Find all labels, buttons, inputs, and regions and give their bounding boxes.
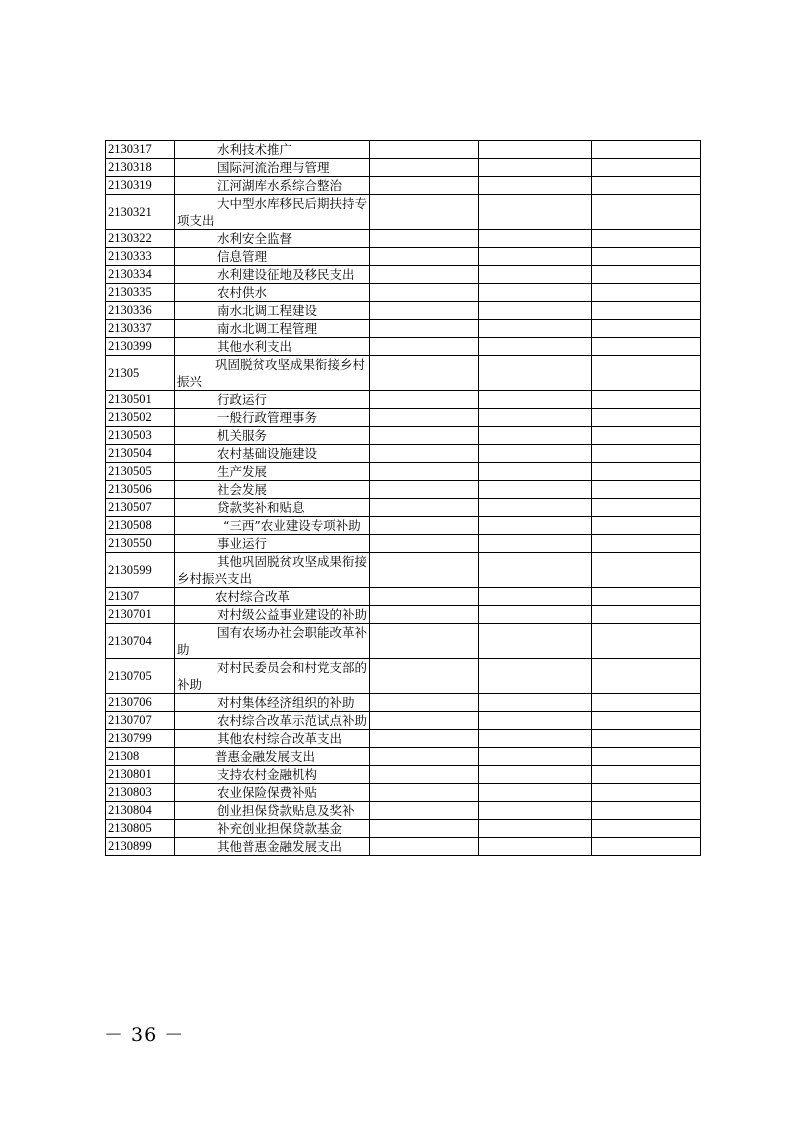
empty-amount-cell-1 <box>370 445 479 463</box>
empty-amount-cell-1 <box>370 838 479 856</box>
subject-code-cell: 2130322 <box>106 230 175 248</box>
empty-amount-cell-2 <box>479 624 592 659</box>
empty-amount-cell-3 <box>592 659 701 694</box>
empty-amount-cell-2 <box>479 445 592 463</box>
empty-amount-cell-1 <box>370 427 479 445</box>
empty-amount-cell-1 <box>370 391 479 409</box>
empty-amount-cell-3 <box>592 284 701 302</box>
subject-name-cell: 巩固脱贫攻坚成果衔接乡村振兴 <box>175 356 370 391</box>
subject-name-cell: 对村民委员会和村党支部的补助 <box>175 659 370 694</box>
subject-name-cell: 事业运行 <box>175 535 370 553</box>
empty-amount-cell-3 <box>592 302 701 320</box>
table-row <box>106 820 701 838</box>
empty-amount-cell-2 <box>479 748 592 766</box>
table-row <box>106 159 701 177</box>
subject-name-cell: 农村基础设施建设 <box>175 445 370 463</box>
empty-amount-cell-1 <box>370 284 479 302</box>
table-row <box>106 481 701 499</box>
empty-amount-cell-1 <box>370 553 479 588</box>
empty-amount-cell-1 <box>370 624 479 659</box>
empty-amount-cell-2 <box>479 517 592 535</box>
empty-amount-cell-2 <box>479 730 592 748</box>
empty-amount-cell-3 <box>592 391 701 409</box>
empty-amount-cell-3 <box>592 784 701 802</box>
subject-code-cell: 2130336 <box>106 302 175 320</box>
empty-amount-cell-3 <box>592 356 701 391</box>
table-row <box>106 195 701 230</box>
table-row <box>106 730 701 748</box>
empty-amount-cell-3 <box>592 766 701 784</box>
subject-code-cell: 2130501 <box>106 391 175 409</box>
empty-amount-cell-1 <box>370 748 479 766</box>
empty-amount-cell-3 <box>592 712 701 730</box>
empty-amount-cell-3 <box>592 553 701 588</box>
empty-amount-cell-3 <box>592 499 701 517</box>
empty-amount-cell-3 <box>592 409 701 427</box>
empty-amount-cell-1 <box>370 230 479 248</box>
table-row <box>106 784 701 802</box>
empty-amount-cell-3 <box>592 588 701 606</box>
subject-code-cell: 2130335 <box>106 284 175 302</box>
table-row <box>106 141 701 159</box>
subject-name-cell: 江河湖库水系综合整治 <box>175 177 370 195</box>
empty-amount-cell-3 <box>592 141 701 159</box>
subject-name-cell: 南水北调工程管理 <box>175 320 370 338</box>
subject-name-cell: 机关服务 <box>175 427 370 445</box>
table-row <box>106 606 701 624</box>
empty-amount-cell-1 <box>370 159 479 177</box>
table-row <box>106 338 701 356</box>
empty-amount-cell-2 <box>479 481 592 499</box>
empty-amount-cell-2 <box>479 659 592 694</box>
subject-name-cell: 支持农村金融机构 <box>175 766 370 784</box>
empty-amount-cell-1 <box>370 409 479 427</box>
empty-amount-cell-1 <box>370 517 479 535</box>
subject-name-cell: 生产发展 <box>175 463 370 481</box>
empty-amount-cell-3 <box>592 320 701 338</box>
table-row <box>106 391 701 409</box>
subject-code-cell: 2130508 <box>106 517 175 535</box>
table-row <box>106 694 701 712</box>
table-row <box>106 248 701 266</box>
empty-amount-cell-2 <box>479 284 592 302</box>
empty-amount-cell-1 <box>370 694 479 712</box>
empty-amount-cell-2 <box>479 802 592 820</box>
empty-amount-cell-1 <box>370 820 479 838</box>
empty-amount-cell-2 <box>479 784 592 802</box>
table-row <box>106 356 701 391</box>
subject-name-cell: 其他水利支出 <box>175 338 370 356</box>
subject-code-cell: 2130805 <box>106 820 175 838</box>
table-row <box>106 535 701 553</box>
table-row <box>106 302 701 320</box>
empty-amount-cell-3 <box>592 730 701 748</box>
empty-amount-cell-2 <box>479 712 592 730</box>
empty-amount-cell-2 <box>479 141 592 159</box>
subject-code-cell: 2130337 <box>106 320 175 338</box>
subject-code-cell: 2130801 <box>106 766 175 784</box>
subject-name-cell: 农村供水 <box>175 284 370 302</box>
empty-amount-cell-2 <box>479 409 592 427</box>
subject-code-cell: 2130705 <box>106 659 175 694</box>
subject-code-cell: 21305 <box>106 356 175 391</box>
table-row <box>106 838 701 856</box>
empty-amount-cell-2 <box>479 391 592 409</box>
subject-code-cell: 2130319 <box>106 177 175 195</box>
subject-name-cell: 其他农村综合改革支出 <box>175 730 370 748</box>
table-body <box>106 141 701 856</box>
empty-amount-cell-3 <box>592 177 701 195</box>
empty-amount-cell-2 <box>479 159 592 177</box>
subject-code-cell: 2130317 <box>106 141 175 159</box>
subject-name-cell: 普惠金融发展支出 <box>175 748 370 766</box>
empty-amount-cell-3 <box>592 820 701 838</box>
budget-subject-table <box>105 140 701 856</box>
empty-amount-cell-1 <box>370 659 479 694</box>
table-row <box>106 802 701 820</box>
table-row <box>106 409 701 427</box>
subject-code-cell: 2130704 <box>106 624 175 659</box>
subject-code-cell: 2130706 <box>106 694 175 712</box>
empty-amount-cell-3 <box>592 481 701 499</box>
empty-amount-cell-2 <box>479 606 592 624</box>
empty-amount-cell-2 <box>479 230 592 248</box>
empty-amount-cell-2 <box>479 338 592 356</box>
subject-code-cell: 2130507 <box>106 499 175 517</box>
empty-amount-cell-3 <box>592 266 701 284</box>
subject-code-cell: 21308 <box>106 748 175 766</box>
subject-code-cell: 2130399 <box>106 338 175 356</box>
empty-amount-cell-2 <box>479 820 592 838</box>
empty-amount-cell-1 <box>370 535 479 553</box>
empty-amount-cell-1 <box>370 588 479 606</box>
empty-amount-cell-1 <box>370 195 479 230</box>
subject-name-cell: 信息管理 <box>175 248 370 266</box>
empty-amount-cell-1 <box>370 177 479 195</box>
subject-name-cell: 其他普惠金融发展支出 <box>175 838 370 856</box>
empty-amount-cell-2 <box>479 266 592 284</box>
subject-code-cell: 2130799 <box>106 730 175 748</box>
empty-amount-cell-2 <box>479 499 592 517</box>
empty-amount-cell-2 <box>479 766 592 784</box>
subject-name-cell: 其他巩固脱贫攻坚成果衔接乡村振兴支出 <box>175 553 370 588</box>
subject-code-cell: 2130804 <box>106 802 175 820</box>
table-row <box>106 320 701 338</box>
empty-amount-cell-1 <box>370 141 479 159</box>
empty-amount-cell-2 <box>479 838 592 856</box>
empty-amount-cell-1 <box>370 784 479 802</box>
table-row <box>106 463 701 481</box>
empty-amount-cell-1 <box>370 266 479 284</box>
subject-code-cell: 2130599 <box>106 553 175 588</box>
table-row <box>106 712 701 730</box>
empty-amount-cell-2 <box>479 535 592 553</box>
empty-amount-cell-2 <box>479 553 592 588</box>
empty-amount-cell-2 <box>479 195 592 230</box>
empty-amount-cell-3 <box>592 838 701 856</box>
empty-amount-cell-3 <box>592 230 701 248</box>
empty-amount-cell-3 <box>592 694 701 712</box>
empty-amount-cell-3 <box>592 517 701 535</box>
subject-code-cell: 2130503 <box>106 427 175 445</box>
table-row <box>106 177 701 195</box>
empty-amount-cell-1 <box>370 356 479 391</box>
empty-amount-cell-3 <box>592 338 701 356</box>
empty-amount-cell-1 <box>370 712 479 730</box>
page-number: － 36 － <box>104 1024 185 1046</box>
subject-name-cell: 对村级公益事业建设的补助 <box>175 606 370 624</box>
subject-code-cell: 2130333 <box>106 248 175 266</box>
table-row <box>106 284 701 302</box>
table-row <box>106 266 701 284</box>
subject-code-cell: 2130550 <box>106 535 175 553</box>
empty-amount-cell-3 <box>592 606 701 624</box>
empty-amount-cell-2 <box>479 463 592 481</box>
table-row <box>106 517 701 535</box>
empty-amount-cell-3 <box>592 195 701 230</box>
subject-code-cell: 2130506 <box>106 481 175 499</box>
empty-amount-cell-3 <box>592 748 701 766</box>
table-row <box>106 659 701 694</box>
subject-name-cell: 补充创业担保贷款基金 <box>175 820 370 838</box>
table-row <box>106 588 701 606</box>
subject-name-cell: 行政运行 <box>175 391 370 409</box>
subject-name-cell: 创业担保贷款贴息及奖补 <box>175 802 370 820</box>
table-row <box>106 230 701 248</box>
empty-amount-cell-2 <box>479 356 592 391</box>
empty-amount-cell-3 <box>592 624 701 659</box>
empty-amount-cell-3 <box>592 463 701 481</box>
subject-name-cell: 水利技术推广 <box>175 141 370 159</box>
empty-amount-cell-3 <box>592 535 701 553</box>
subject-code-cell: 2130502 <box>106 409 175 427</box>
empty-amount-cell-1 <box>370 730 479 748</box>
table-row <box>106 427 701 445</box>
subject-name-cell: 国际河流治理与管理 <box>175 159 370 177</box>
subject-code-cell: 2130321 <box>106 195 175 230</box>
empty-amount-cell-3 <box>592 427 701 445</box>
empty-amount-cell-3 <box>592 802 701 820</box>
subject-code-cell: 2130707 <box>106 712 175 730</box>
table-row <box>106 624 701 659</box>
empty-amount-cell-3 <box>592 248 701 266</box>
empty-amount-cell-2 <box>479 248 592 266</box>
empty-amount-cell-3 <box>592 159 701 177</box>
subject-name-cell: 贷款奖补和贴息 <box>175 499 370 517</box>
empty-amount-cell-2 <box>479 177 592 195</box>
empty-amount-cell-1 <box>370 802 479 820</box>
empty-amount-cell-1 <box>370 320 479 338</box>
empty-amount-cell-2 <box>479 320 592 338</box>
budget-table-container <box>105 140 699 856</box>
empty-amount-cell-3 <box>592 445 701 463</box>
empty-amount-cell-2 <box>479 302 592 320</box>
table-row <box>106 748 701 766</box>
subject-code-cell: 2130803 <box>106 784 175 802</box>
subject-name-cell: “三西”农业建设专项补助 <box>175 517 370 535</box>
empty-amount-cell-1 <box>370 302 479 320</box>
subject-name-cell: 社会发展 <box>175 481 370 499</box>
subject-code-cell: 2130334 <box>106 266 175 284</box>
empty-amount-cell-1 <box>370 481 479 499</box>
empty-amount-cell-2 <box>479 588 592 606</box>
empty-amount-cell-2 <box>479 427 592 445</box>
empty-amount-cell-1 <box>370 338 479 356</box>
table-row <box>106 766 701 784</box>
subject-name-cell: 对村集体经济组织的补助 <box>175 694 370 712</box>
empty-amount-cell-1 <box>370 499 479 517</box>
empty-amount-cell-1 <box>370 766 479 784</box>
subject-name-cell: 农村综合改革 <box>175 588 370 606</box>
table-row <box>106 445 701 463</box>
empty-amount-cell-1 <box>370 248 479 266</box>
subject-name-cell: 农业保险保费补贴 <box>175 784 370 802</box>
subject-code-cell: 2130505 <box>106 463 175 481</box>
subject-code-cell: 2130504 <box>106 445 175 463</box>
subject-code-cell: 21307 <box>106 588 175 606</box>
subject-name-cell: 国有农场办社会职能改革补助 <box>175 624 370 659</box>
empty-amount-cell-2 <box>479 694 592 712</box>
subject-name-cell: 大中型水库移民后期扶持专项支出 <box>175 195 370 230</box>
empty-amount-cell-1 <box>370 606 479 624</box>
subject-name-cell: 水利建设征地及移民支出 <box>175 266 370 284</box>
empty-amount-cell-1 <box>370 463 479 481</box>
subject-name-cell: 一般行政管理事务 <box>175 409 370 427</box>
table-row <box>106 553 701 588</box>
subject-code-cell: 2130899 <box>106 838 175 856</box>
subject-code-cell: 2130318 <box>106 159 175 177</box>
subject-name-cell: 南水北调工程建设 <box>175 302 370 320</box>
subject-name-cell: 农村综合改革示范试点补助 <box>175 712 370 730</box>
subject-code-cell: 2130701 <box>106 606 175 624</box>
subject-name-cell: 水利安全监督 <box>175 230 370 248</box>
table-row <box>106 499 701 517</box>
